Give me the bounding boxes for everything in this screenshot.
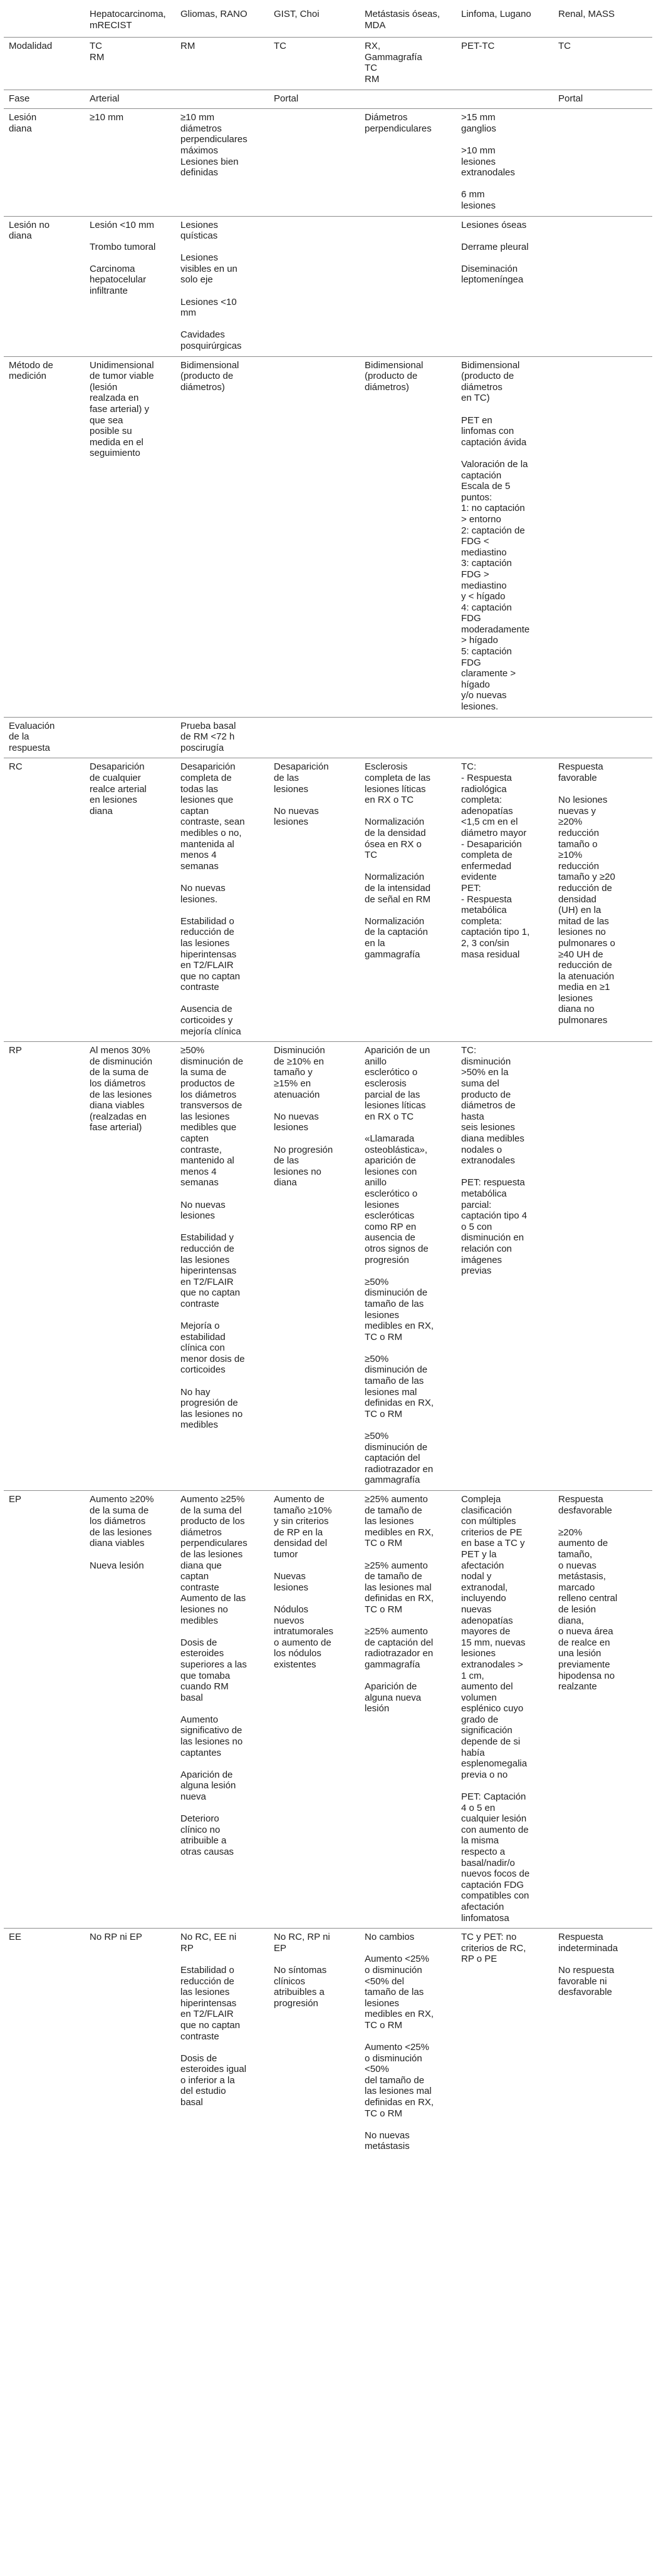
header-gist: GIST, Choi bbox=[269, 5, 360, 38]
cell-gliomas bbox=[175, 1042, 269, 1491]
cell-paragraph: Aumento ≥20% de la suma de los diámetros de las lesiones diana viables bbox=[90, 1494, 154, 1549]
cell-paragraph: No nuevas metástasis bbox=[365, 2130, 410, 2152]
cell-gliomas bbox=[175, 109, 269, 216]
cell-paragraph: Desaparición de cualquier realce arterial en lesiones diana bbox=[90, 761, 147, 817]
cell-paragraph: Dosis de esteroides superiores a las que tomaba cuando RM basal bbox=[180, 1637, 247, 1703]
cell-paragraph: Diámetros perpendiculares bbox=[365, 112, 432, 134]
cell-renal bbox=[553, 717, 652, 758]
row-label: EE bbox=[4, 1929, 85, 2156]
cell-paragraph: Derrame pleural bbox=[461, 241, 529, 252]
cell-paragraph: No lesiones nuevas y ≥20% reducción tamaño o ≥10% reducción tamaño y ≥20 reducción de densidad (UH) en la mitad de las lesiones no pulmonares o ≥40 UH de reducción de la atenuación media en ≥1 lesiones diana no pulmonares bbox=[558, 795, 615, 1026]
cell-paragraph: No nuevas lesiones bbox=[274, 1111, 319, 1133]
cell-paragraph: No RP ni EP bbox=[90, 1932, 142, 1943]
row-label: Lesión no diana bbox=[4, 216, 85, 356]
cell-paragraph: RM bbox=[180, 41, 195, 52]
cell-paragraph: Lesiones visibles en un solo eje bbox=[180, 252, 237, 286]
cell-paragraph: TC y PET: no criterios de RC, RP o PE bbox=[461, 1932, 526, 1965]
cell-lymphoma bbox=[456, 216, 553, 356]
cell-paragraph: Estabilidad o reducción de las lesiones hiperintensas en T2/FLAIR que no captan contraste bbox=[180, 915, 241, 993]
cell-gist bbox=[269, 758, 360, 1042]
cell-renal bbox=[553, 758, 652, 1042]
cell-hepatocarcinoma bbox=[85, 356, 175, 717]
cell-paragraph: No progresión de las lesiones no diana bbox=[274, 1144, 333, 1188]
cell-gist bbox=[269, 1929, 360, 2156]
cell-paragraph: PET: respuesta metabólica parcial: captación tipo 4 o 5 con disminución en relación con imágenes previas bbox=[461, 1177, 528, 1277]
row-rc bbox=[4, 758, 652, 1042]
cell-metastasis bbox=[360, 356, 456, 717]
cell-paragraph: Bidimensional (producto de diámetros en TC) bbox=[461, 359, 520, 404]
row-fase bbox=[4, 90, 652, 109]
cell-paragraph: Carcinoma hepatocelular infiltrante bbox=[90, 263, 147, 297]
cell-paragraph: PET: Captación 4 o 5 en cualquier lesión con aumento de la misma respecto a basal/nadir/o nuevos focos de captación FDG compatibles con afectación linfomatosa bbox=[461, 1791, 530, 1924]
row-label: Método de medición bbox=[4, 356, 85, 717]
cell-paragraph: Estabilidad o reducción de las lesiones hiperintensas en T2/FLAIR que no captan contraste bbox=[180, 1964, 241, 2042]
cell-paragraph: TC bbox=[274, 41, 286, 52]
cell-renal bbox=[553, 216, 652, 356]
cell-paragraph: PET en linfomas con captación ávida bbox=[461, 415, 527, 448]
cell-gist bbox=[269, 717, 360, 758]
cell-hepatocarcinoma bbox=[85, 109, 175, 216]
cell-paragraph: RX, Gammagrafía TC RM bbox=[365, 41, 422, 85]
cell-hepatocarcinoma bbox=[85, 1929, 175, 2156]
cell-paragraph: >15 mm ganglios bbox=[461, 112, 496, 134]
cell-gist bbox=[269, 356, 360, 717]
row-lesion-diana bbox=[4, 109, 652, 216]
cell-paragraph: TC RM bbox=[90, 41, 105, 63]
cell-paragraph: ≥50% disminución de captación del radiotrazador en gammagrafía bbox=[365, 1431, 434, 1486]
cell-paragraph: Respuesta desfavorable bbox=[558, 1494, 612, 1516]
cell-paragraph: Nódulos nuevos intratumorales o aumento de los nódulos existentes bbox=[274, 1604, 334, 1670]
row-ee bbox=[4, 1929, 652, 2156]
cell-lymphoma bbox=[456, 1491, 553, 1929]
cell-paragraph: ≥10 mm diámetros perpendiculares máximos Lesiones bien definidas bbox=[180, 112, 247, 178]
cell-paragraph: Desaparición de las lesiones bbox=[274, 761, 329, 795]
cell-paragraph: Nuevas lesiones bbox=[274, 1571, 309, 1593]
cell-hepatocarcinoma bbox=[85, 717, 175, 758]
response-criteria-table bbox=[4, 5, 652, 2156]
cell-gliomas bbox=[175, 1929, 269, 2156]
cell-renal bbox=[553, 38, 652, 90]
cell-gliomas bbox=[175, 1491, 269, 1929]
cell-paragraph: Ausencia de corticoides y mejoría clínica bbox=[180, 1004, 241, 1037]
cell-paragraph: ≥50% disminución de tamaño de las lesiones mal definidas en RX, TC o RM bbox=[365, 1353, 434, 1419]
cell-metastasis bbox=[360, 38, 456, 90]
cell-paragraph: Al menos 30% de disminución de la suma de los diámetros de las lesiones diana viables (realzadas en fase arterial) bbox=[90, 1045, 153, 1133]
cell-gist bbox=[269, 90, 360, 109]
cell-paragraph: No síntomas clínicos atribuibles a progresión bbox=[274, 1964, 327, 2009]
cell-hepatocarcinoma bbox=[85, 38, 175, 90]
cell-paragraph: Respuesta indeterminada bbox=[558, 1932, 618, 1954]
cell-renal bbox=[553, 90, 652, 109]
cell-lymphoma bbox=[456, 38, 553, 90]
cell-renal bbox=[553, 109, 652, 216]
cell-paragraph: Aumento <25% o disminución <50% del tamaño de las lesiones mal definidas en RX, TC o RM bbox=[365, 2042, 434, 2119]
cell-renal bbox=[553, 1042, 652, 1491]
cell-paragraph: ≥50% disminución de tamaño de las lesiones medibles en RX, TC o RM bbox=[365, 1276, 434, 1342]
cell-paragraph: Cavidades posquirúrgicas bbox=[180, 329, 242, 352]
header-gliomas: Gliomas, RANO bbox=[175, 5, 269, 38]
cell-lymphoma bbox=[456, 758, 553, 1042]
cell-gist bbox=[269, 1491, 360, 1929]
cell-lymphoma bbox=[456, 1929, 553, 2156]
cell-lymphoma bbox=[456, 1042, 553, 1491]
cell-paragraph: Disminución de ≥10% en tamaño y ≥15% en atenuación bbox=[274, 1045, 325, 1100]
cell-paragraph: Bidimensional (producto de diámetros) bbox=[365, 359, 424, 393]
header-renal: Renal, MASS bbox=[553, 5, 652, 38]
cell-metastasis bbox=[360, 90, 456, 109]
cell-paragraph: ≥25% aumento de tamaño de las lesiones mal definidas en RX, TC o RM bbox=[365, 1560, 434, 1615]
cell-paragraph: Trombo tumoral bbox=[90, 241, 156, 252]
row-label: Fase bbox=[4, 90, 85, 109]
row-label: Evaluación de la respuesta bbox=[4, 717, 85, 758]
row-metodo-medicion bbox=[4, 356, 652, 717]
cell-metastasis bbox=[360, 1491, 456, 1929]
cell-paragraph: No nuevas lesiones bbox=[180, 1199, 226, 1222]
cell-paragraph: ≥20% aumento de tamaño, o nuevas metástasis, marcado relleno central de lesión diana, o nueva área de realce en una lesión previamente hipodensa no realzante bbox=[558, 1527, 618, 1692]
cell-renal bbox=[553, 1491, 652, 1929]
cell-paragraph: Deterioro clínico no atribuible a otras causas bbox=[180, 1813, 234, 1857]
cell-gliomas bbox=[175, 717, 269, 758]
cell-paragraph: Dosis de esteroides igual o inferior a la del estudio basal bbox=[180, 2053, 247, 2108]
cell-gist bbox=[269, 109, 360, 216]
cell-paragraph: Lesión <10 mm bbox=[90, 219, 154, 230]
cell-paragraph: Desaparición completa de todas las lesiones que captan contraste, sean medibles o no, mantenida al menos 4 semanas bbox=[180, 761, 245, 872]
cell-paragraph: Esclerosis completa de las lesiones líticas en RX o TC bbox=[365, 761, 431, 806]
cell-paragraph: Unidimensional de tumor viable (lesión realzada en fase arterial) y que sea posible su medida en el seguimiento bbox=[90, 359, 154, 459]
cell-gliomas bbox=[175, 90, 269, 109]
cell-gliomas bbox=[175, 758, 269, 1042]
cell-paragraph: No nuevas lesiones bbox=[274, 805, 319, 828]
cell-gliomas bbox=[175, 356, 269, 717]
cell-paragraph: TC: - Respuesta radiológica completa: adenopatías <1,5 cm en el diámetro mayor - Desaparición completa de enfermedad evidente PET: - Respuesta metabólica completa: captación tipo 1, 2, 3 con/sin masa residual bbox=[461, 761, 530, 960]
cell-paragraph: Aparición de alguna nueva lesión bbox=[365, 1681, 422, 1714]
row-label: EP bbox=[4, 1491, 85, 1929]
row-label: Lesión diana bbox=[4, 109, 85, 216]
cell-paragraph: Prueba basal de RM <72 h poscirugía bbox=[180, 720, 236, 753]
cell-paragraph: Aparición de un anillo esclerótico o esclerosis parcial de las lesiones líticas en RX o TC bbox=[365, 1045, 430, 1122]
cell-gist bbox=[269, 216, 360, 356]
cell-lymphoma bbox=[456, 717, 553, 758]
header-hepatocarcinoma: Hepatocarcinoma, mRECIST bbox=[85, 5, 175, 38]
row-label: RC bbox=[4, 758, 85, 1042]
cell-lymphoma bbox=[456, 109, 553, 216]
row-lesion-no-diana bbox=[4, 216, 652, 356]
cell-lymphoma bbox=[456, 356, 553, 717]
cell-paragraph: 6 mm lesiones bbox=[461, 189, 496, 211]
cell-paragraph: Aumento significativo de las lesiones no captantes bbox=[180, 1714, 243, 1758]
cell-hepatocarcinoma bbox=[85, 216, 175, 356]
cell-paragraph: Normalización de la intensidad de señal en RM bbox=[365, 872, 431, 905]
header-metastasis: Metástasis óseas, MDA bbox=[360, 5, 456, 38]
row-modalidad bbox=[4, 38, 652, 90]
cell-paragraph: Respuesta favorable bbox=[558, 761, 603, 783]
header-lymphoma: Linfoma, Lugano bbox=[456, 5, 553, 38]
cell-paragraph: Diseminación leptomeníngea bbox=[461, 263, 524, 286]
cell-paragraph: ≥25% aumento de captación del radiotrazador en gammagrafía bbox=[365, 1626, 434, 1670]
cell-gliomas bbox=[175, 38, 269, 90]
cell-paragraph: ≥10 mm bbox=[90, 112, 124, 123]
cell-paragraph: No respuesta favorable ni desfavorable bbox=[558, 1964, 615, 1998]
cell-paragraph: Estabilidad y reducción de las lesiones hiperintensas en T2/FLAIR que no captan contraste bbox=[180, 1232, 241, 1309]
row-rp bbox=[4, 1042, 652, 1491]
cell-paragraph: No cambios bbox=[365, 1932, 415, 1943]
row-label: RP bbox=[4, 1042, 85, 1491]
cell-paragraph: Normalización de la captación en la gammagrafía bbox=[365, 915, 428, 960]
header-corner bbox=[4, 5, 85, 38]
cell-paragraph: No RC, EE ni RP bbox=[180, 1932, 237, 1954]
cell-gist bbox=[269, 38, 360, 90]
cell-renal bbox=[553, 1929, 652, 2156]
cell-metastasis bbox=[360, 1042, 456, 1491]
cell-paragraph: Arterial bbox=[90, 93, 120, 104]
row-ep bbox=[4, 1491, 652, 1929]
cell-hepatocarcinoma bbox=[85, 758, 175, 1042]
cell-paragraph: Mejoría o estabilidad clínica con menor dosis de corticoides bbox=[180, 1321, 245, 1376]
cell-paragraph: Bidimensional (producto de diámetros) bbox=[180, 359, 239, 393]
cell-metastasis bbox=[360, 109, 456, 216]
cell-hepatocarcinoma bbox=[85, 1042, 175, 1491]
cell-paragraph: Portal bbox=[558, 93, 583, 104]
cell-metastasis bbox=[360, 1929, 456, 2156]
cell-paragraph: No nuevas lesiones. bbox=[180, 882, 226, 905]
cell-paragraph: TC bbox=[558, 41, 571, 52]
cell-paragraph: Compleja clasificación con múltiples criterios de PE en base a TC y PET y la afectación nodal y extranodal, incluyendo nuevas adenopatías mayores de 15 mm, nuevas lesiones extranodales > 1 cm, aumento del volumen esplénico cuyo grado de significación depende de si había esplenomegalia previa o no bbox=[461, 1494, 528, 1780]
cell-renal bbox=[553, 356, 652, 717]
cell-paragraph: No hay progresión de las lesiones no medibles bbox=[180, 1386, 243, 1431]
row-evaluacion-respuesta bbox=[4, 717, 652, 758]
cell-gist bbox=[269, 1042, 360, 1491]
cell-hepatocarcinoma bbox=[85, 90, 175, 109]
cell-paragraph: Normalización de la densidad ósea en RX o TC bbox=[365, 817, 426, 861]
cell-paragraph: Portal bbox=[274, 93, 299, 104]
row-label: Modalidad bbox=[9, 41, 53, 52]
cell-paragraph: ≥50% disminución de la suma de productos de los diámetros transversos de las lesiones medibles que capten contraste, mantenido al menos 4 semanas bbox=[180, 1045, 244, 1188]
cell-paragraph: PET-TC bbox=[461, 41, 495, 52]
header-row bbox=[4, 5, 652, 38]
cell-paragraph: Lesiones quísticas bbox=[180, 219, 219, 242]
cell-paragraph: TC: disminución >50% en la suma del producto de diámetros de hasta seis lesiones diana medibles nodales o extranodales bbox=[461, 1045, 524, 1167]
cell-paragraph: Lesiones <10 mm bbox=[180, 296, 237, 319]
cell-paragraph: Lesiones óseas bbox=[461, 219, 527, 230]
cell-gliomas bbox=[175, 216, 269, 356]
cell-lymphoma bbox=[456, 90, 553, 109]
cell-paragraph: >10 mm lesiones extranodales bbox=[461, 145, 515, 178]
cell-metastasis bbox=[360, 717, 456, 758]
cell-paragraph: Aumento <25% o disminución <50% del tamaño de las lesiones medibles en RX, TC o RM bbox=[365, 1954, 434, 2031]
cell-metastasis bbox=[360, 216, 456, 356]
cell-paragraph: Aumento ≥25% de la suma del producto de los diámetros perpendiculares de las lesiones diana que captan contraste Aumento de las lesiones no medibles bbox=[180, 1494, 247, 1626]
cell-paragraph: Aumento de tamaño ≥10% y sin criterios de RP en la densidad del tumor bbox=[274, 1494, 332, 1560]
cell-paragraph: Nueva lesión bbox=[90, 1560, 144, 1571]
cell-paragraph: «Llamarada osteoblástica», aparición de lesiones con anillo esclerótico o lesiones escleróticas como RP en ausencia de otros signos de progresión bbox=[365, 1133, 429, 1265]
cell-paragraph: ≥25% aumento de tamaño de las lesiones medibles en RX, TC o RM bbox=[365, 1494, 434, 1549]
cell-paragraph: Valoración de la captación Escala de 5 puntos: 1: no captación > entorno 2: captación de FDG < mediastino 3: captación FDG > mediastino y < hígado 4: captación FDG moderadamente > hígado 5: captación FDG claramente > hígado y/o nuevas lesiones. bbox=[461, 458, 530, 713]
cell-paragraph: Aparición de alguna lesión nueva bbox=[180, 1769, 236, 1803]
cell-hepatocarcinoma bbox=[85, 1491, 175, 1929]
cell-metastasis bbox=[360, 758, 456, 1042]
cell-paragraph: No RC, RP ni EP bbox=[274, 1932, 330, 1954]
